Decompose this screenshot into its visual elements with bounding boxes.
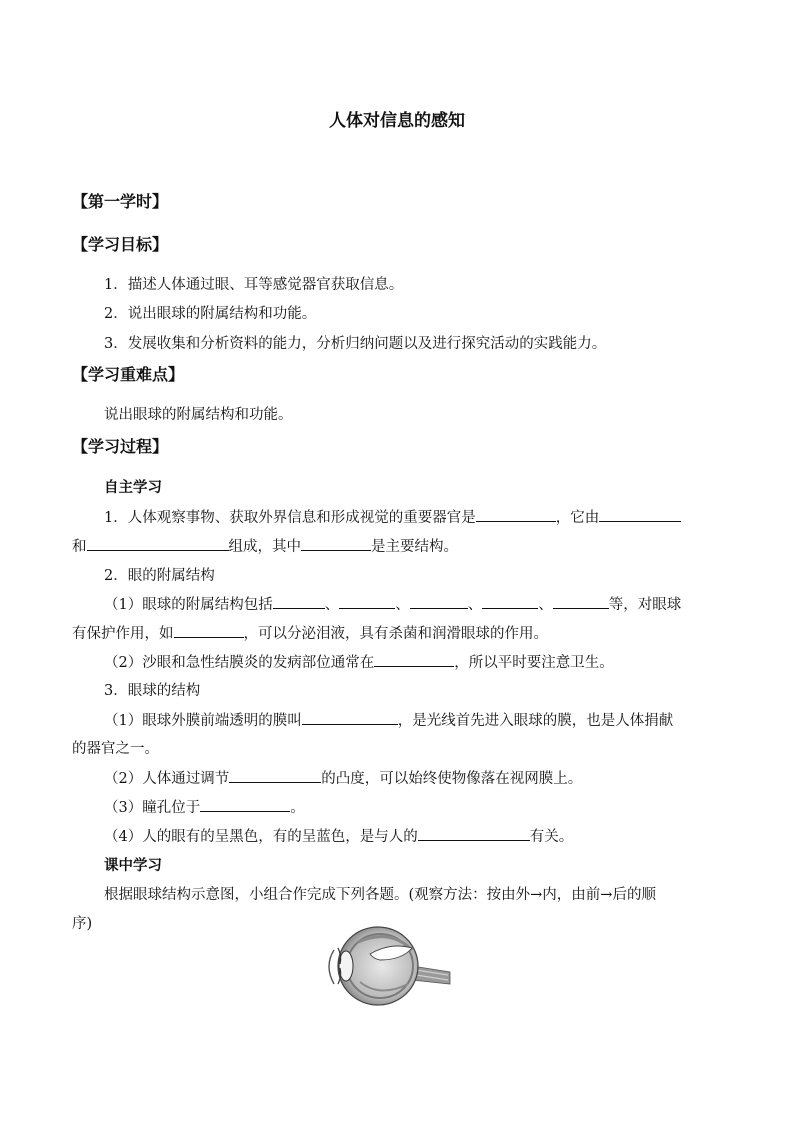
question-3-4 (104, 826, 573, 847)
question-2-title: 2．眼的附属结构 (104, 568, 215, 584)
answer-blank[interactable] (418, 826, 530, 841)
period-heading: 【第一学时】 (72, 192, 169, 211)
keypoints-heading: 【学习重难点】 (72, 365, 185, 384)
self-study-heading: 自主学习 (104, 480, 162, 496)
question-3-1-line-1 (104, 710, 673, 731)
separator: 、 (538, 597, 553, 613)
separator: 、 (324, 597, 340, 613)
question-text: （2）沙眼和急性结膜炎的发病部位通常在 (104, 655, 375, 671)
question-text: 的凸度，可以始终使物像落在视网膜上。 (321, 771, 583, 787)
objective-item: 1．描述人体通过眼、耳等感觉器官获取信息。 (104, 277, 404, 293)
separator: 、 (467, 597, 483, 613)
question-text: 和 (72, 539, 87, 555)
question-text: 。 (290, 800, 305, 816)
page-title: 人体对信息的感知 (329, 111, 465, 131)
keypoints-text: 说出眼球的附属结构和功能。 (104, 407, 293, 423)
question-text: ，它由 (555, 510, 600, 526)
question-text: 有关。 (529, 829, 574, 845)
process-heading: 【学习过程】 (72, 437, 169, 456)
objectives-heading: 【学习目标】 (72, 235, 169, 254)
answer-blank[interactable] (482, 594, 538, 609)
question-text: 有保护作用，如 (72, 626, 174, 642)
answer-blank[interactable] (553, 594, 609, 609)
answer-blank[interactable] (200, 797, 290, 812)
answer-blank[interactable] (273, 594, 325, 609)
objective-item: 3．发展收集和分析资料的能力，分析归纳问题以及进行探究活动的实践能力。 (104, 336, 607, 352)
answer-blank[interactable] (87, 536, 229, 551)
answer-blank[interactable] (174, 623, 244, 638)
question-1-line-2 (72, 536, 458, 557)
question-3-2 (104, 768, 582, 789)
answer-blank[interactable] (229, 768, 321, 783)
question-3-3 (104, 797, 305, 818)
answer-blank[interactable] (374, 652, 454, 667)
question-text: ，所以平时要注意卫生。 (454, 655, 614, 671)
question-text: 1．人体观察事物、获取外界信息和形成视觉的重要器官是 (104, 510, 476, 526)
question-1-line-1 (104, 507, 681, 528)
class-study-text-line-1: 根据眼球结构示意图，小组合作完成下列各题。(观察方法：按由外→内，由前→后的顺 (104, 887, 656, 903)
eyeball-diagram-icon (320, 920, 452, 1010)
question-2-1-line-1 (104, 594, 681, 615)
question-text: 等，对眼球 (608, 597, 682, 613)
answer-blank[interactable] (339, 594, 395, 609)
answer-blank[interactable] (410, 594, 468, 609)
question-text: 是主要结构。 (371, 539, 458, 555)
question-text: （1）眼球外膜前端透明的膜叫 (104, 713, 302, 729)
separator: 、 (395, 597, 410, 613)
question-text: （4）人的眼有的呈黑色，有的呈蓝色，是与人的 (104, 829, 418, 845)
class-study-text-line-2: 序) (72, 916, 93, 932)
question-text: （1）眼球的附属结构包括 (104, 597, 273, 613)
answer-blank[interactable] (302, 710, 398, 725)
question-text: ，可以分泌泪液，具有杀菌和润滑眼球的作用。 (243, 626, 548, 642)
question-2-2 (104, 652, 614, 673)
question-3-1-line-2: 的器官之一。 (72, 741, 159, 757)
question-3-title: 3．眼球的结构 (104, 683, 201, 699)
class-study-heading: 课中学习 (104, 858, 162, 874)
question-text: 组成，其中 (228, 539, 301, 555)
question-text: （2）人体通过调节 (104, 771, 230, 787)
answer-blank[interactable] (301, 536, 371, 551)
question-text: ，是光线首先进入眼球的膜，也是人体捐献 (397, 713, 674, 729)
question-text: （3）瞳孔位于 (104, 800, 201, 816)
question-2-1-line-2 (72, 623, 548, 644)
answer-blank[interactable] (599, 507, 681, 522)
answer-blank[interactable] (476, 507, 556, 522)
objective-item: 2．说出眼球的附属结构和功能。 (104, 306, 317, 322)
